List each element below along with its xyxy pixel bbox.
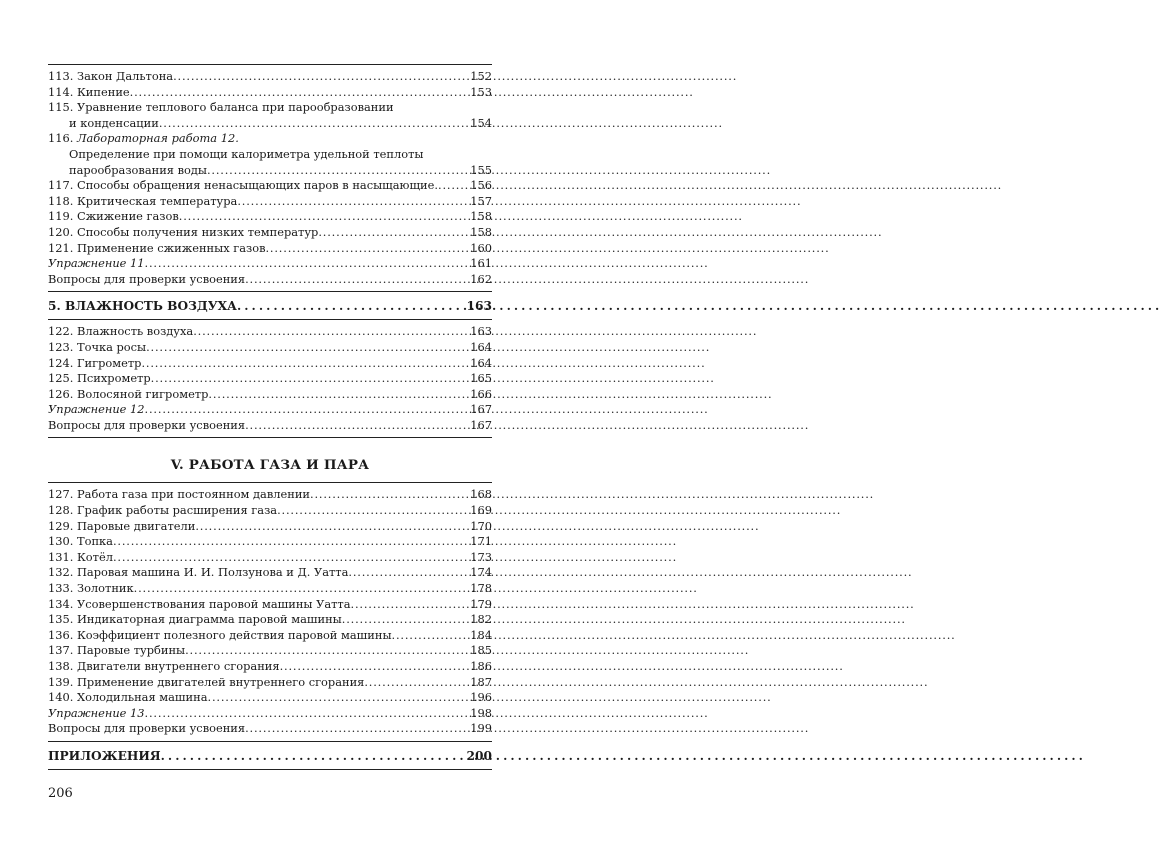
page-ref: 161 [470, 256, 492, 271]
toc-entry[interactable] [48, 225, 492, 241]
leader-dots [342, 612, 470, 628]
entry-title: 131. Котёл [48, 549, 113, 564]
page-ref: 164 [470, 339, 492, 354]
entry-title: Упражнение 12 [48, 402, 145, 417]
page-ref: 167 [470, 417, 492, 432]
toc-section-5[interactable] [48, 298, 492, 315]
entry-title: парообразования воды [69, 162, 207, 177]
leader-dots [237, 194, 469, 210]
toc-entry[interactable] [48, 356, 492, 372]
page-ref: 200 [466, 748, 492, 763]
entry-title: 118. Критическая температура [48, 193, 238, 208]
page-ref: 164 [470, 355, 492, 370]
leader-dots [245, 721, 469, 737]
toc-page [48, 64, 492, 770]
leader-dots [280, 659, 470, 675]
page-number: 206 [48, 786, 73, 801]
toc-entry[interactable] [48, 272, 492, 288]
leader-dots [195, 519, 469, 535]
leader-dots [134, 581, 470, 597]
entry-title: 140. Холодильная машина [48, 690, 208, 705]
toc-entry[interactable] [48, 550, 492, 566]
toc-entry[interactable] [48, 340, 492, 356]
leader-dots [141, 356, 469, 372]
leader-dots [208, 690, 470, 706]
leader-dots [265, 241, 469, 257]
entry-number: 116. [48, 131, 74, 146]
toc-entry-subtitle: Определение при помощи калориметра удельной теплоты [69, 146, 424, 161]
toc-entry[interactable] [48, 194, 492, 210]
page-ref: 158 [470, 224, 492, 239]
leader-dots [392, 628, 470, 644]
toc-entry[interactable] [48, 503, 492, 519]
divider [48, 769, 492, 770]
divider [48, 437, 492, 438]
entry-title: 117. Способы обращения ненасыщающих паров в насыщающие. [48, 178, 439, 193]
entry-title: 128. График работы расширения газа [48, 503, 278, 518]
page-ref: 171 [470, 534, 492, 549]
leader-dots [348, 565, 469, 581]
toc-entry[interactable] [48, 597, 492, 613]
entry-title: и конденсации [69, 115, 159, 130]
leader-dots [351, 597, 470, 613]
toc-entry[interactable] [48, 565, 492, 581]
toc-entry[interactable] [48, 675, 492, 691]
entry-title: Вопросы для проверки усвоения [48, 721, 246, 736]
page-ref: 160 [470, 240, 492, 255]
page-ref: 178 [470, 581, 492, 596]
toc-entry[interactable] [48, 487, 492, 503]
toc-entry-heading[interactable]: 115. Уравнение теплового баланса при парообразовании [48, 100, 394, 115]
toc-group-2 [48, 324, 492, 433]
toc-entry[interactable] [48, 612, 492, 628]
leader-dots [237, 298, 466, 315]
toc-entry[interactable] [48, 690, 492, 706]
entry-title: 134. Усовершенствования паровой машины Уатта [48, 596, 351, 611]
page-ref: 163 [470, 324, 492, 339]
entry-title: 136. Коэффициент полезного действия паровой машины [48, 627, 392, 642]
entry-title: 122. Влажность воздуха [48, 324, 194, 339]
leader-dots [145, 706, 470, 722]
toc-entry[interactable] [48, 324, 492, 340]
leader-dots [185, 643, 469, 659]
leader-dots [208, 387, 469, 403]
entry-title: 125. Психрометр [48, 371, 151, 386]
leader-dots [310, 487, 469, 503]
toc-entry[interactable] [48, 659, 492, 675]
entry-title: 121. Применение сжиженных газов [48, 240, 266, 255]
toc-entry[interactable] [48, 371, 492, 387]
page-ref: 165 [470, 371, 492, 386]
page-ref: 170 [470, 518, 492, 533]
entry-title: 138. Двигатели внутреннего сгорания [48, 659, 280, 673]
page-ref: 187 [470, 674, 492, 689]
entry-title: 127. Работа газа при постоянном давлении [48, 487, 311, 502]
leader-dots [145, 402, 470, 418]
entry-title: 130. Топка [48, 534, 113, 549]
leader-dots [364, 675, 469, 691]
leader-dots [146, 340, 469, 356]
leader-dots [245, 418, 469, 434]
page-ref: 174 [470, 565, 492, 580]
toc-entry[interactable] [48, 241, 492, 257]
entry-title: 114. Кипение [48, 84, 130, 99]
toc-entry[interactable] [48, 163, 492, 179]
toc-entry[interactable] [48, 628, 492, 644]
page-ref: 182 [470, 612, 492, 627]
page-ref: 185 [470, 643, 492, 658]
toc-entry[interactable] [48, 534, 492, 550]
leader-dots [318, 225, 469, 241]
page-ref: 179 [470, 596, 492, 611]
toc-entry[interactable] [48, 643, 492, 659]
page-ref: 166 [470, 386, 492, 401]
toc-group-1 [48, 69, 492, 287]
toc-entry[interactable] [48, 402, 492, 418]
leader-dots [245, 272, 469, 288]
entry-title: Упражнение 11 [48, 256, 145, 271]
chapter-heading: V. РАБОТА ГАЗА И ПАРА [170, 457, 370, 474]
leader-dots [173, 69, 469, 85]
appendix-title: ПРИЛОЖЕНИЯ [48, 748, 161, 763]
toc-group-3 [48, 487, 492, 737]
entry-title: Вопросы для проверки усвоения [48, 417, 246, 432]
entry-title: 139. Применение двигателей внутреннего сгорания [48, 674, 365, 689]
toc-entry[interactable] [48, 85, 492, 101]
toc-entry[interactable] [48, 209, 492, 225]
entry-title: 135. Индикаторная диаграмма паровой машины [48, 612, 342, 627]
entry-title: 133. Золотник [48, 581, 134, 596]
toc-entry[interactable] [48, 706, 492, 722]
page-ref: 157 [470, 193, 492, 208]
page-ref: 153 [470, 84, 492, 99]
section-title: 5. ВЛАЖНОСТЬ ВОЗДУХА [48, 299, 237, 314]
leader-dots [438, 178, 469, 194]
leader-dots [277, 503, 469, 519]
entry-title: 137. Паровые турбины [48, 643, 186, 658]
page-ref: 173 [470, 549, 492, 564]
entry-title: Вопросы для проверки усвоения [48, 271, 246, 286]
toc-entry[interactable] [48, 69, 492, 85]
page-ref: 199 [470, 721, 492, 736]
page-ref: 186 [470, 659, 492, 673]
page-ref: 196 [470, 690, 492, 705]
entry-title: 132. Паровая машина И. И. Ползунова и Д. Уатта [48, 565, 349, 580]
entry-title: 124. Гигрометр [48, 355, 142, 370]
leader-dots [113, 550, 469, 566]
page-ref: 162 [470, 271, 492, 286]
leader-dots [130, 85, 470, 101]
entry-title: 120. Способы получения низких температур [48, 224, 319, 239]
entry-italic-title: Лабораторная работа 12. [77, 131, 239, 146]
entry-title: 123. Точка росы [48, 339, 147, 354]
toc-entry[interactable] [48, 178, 492, 194]
toc-appendix[interactable] [48, 748, 492, 765]
entry-title: 129. Паровые двигатели [48, 518, 196, 533]
entry-title: 113. Закон Дальтона [48, 69, 174, 83]
toc-entry[interactable] [48, 581, 492, 597]
page-ref: 163 [466, 299, 492, 314]
toc-entry[interactable] [48, 519, 492, 535]
page-ref: 154 [470, 115, 492, 130]
leader-dots [151, 371, 470, 387]
page-ref: 167 [470, 402, 492, 417]
toc-entry[interactable] [48, 256, 492, 272]
page-ref: 169 [470, 503, 492, 518]
leader-dots [145, 256, 470, 272]
entry-title: 119. Сжижение газов [48, 209, 179, 224]
page-ref: 155 [470, 162, 492, 177]
page-ref: 198 [470, 705, 492, 720]
leader-dots [113, 534, 469, 550]
leader-dots [161, 748, 466, 765]
page-ref: 152 [470, 69, 492, 83]
toc-entry[interactable] [48, 116, 492, 132]
toc-entry[interactable] [48, 721, 492, 737]
leader-dots [193, 324, 469, 340]
toc-entry-heading[interactable] [48, 131, 492, 147]
entry-title: Упражнение 13 [48, 705, 145, 720]
leader-dots [159, 116, 469, 132]
page-ref: 158 [470, 209, 492, 224]
page-ref: 184 [470, 627, 492, 642]
toc-entry[interactable] [48, 387, 492, 403]
entry-title: 126. Волосяной гигрометр [48, 386, 209, 401]
toc-entry[interactable] [48, 418, 492, 434]
leader-dots [179, 209, 469, 225]
page-ref: 156 [470, 178, 492, 193]
page-ref: 168 [470, 487, 492, 502]
leader-dots [207, 163, 469, 179]
